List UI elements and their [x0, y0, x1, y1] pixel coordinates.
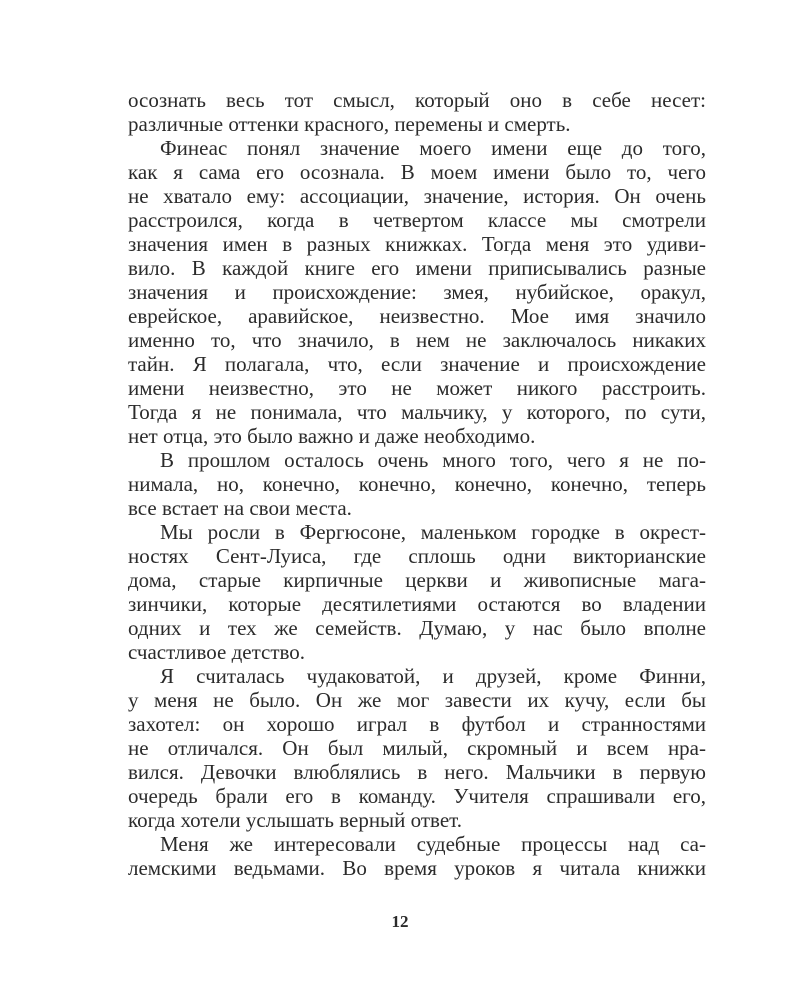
text-line: одних и тех же семейств. Думаю, у нас было вполне: [128, 616, 706, 640]
text-line: имени неизвестно, это не может никого расстроить.: [128, 376, 706, 400]
text-line: нет отца, это было важно и даже необходимо.: [128, 424, 536, 448]
text-line: тайн. Я полагала, что, если значение и происхождение: [128, 352, 706, 376]
text-line: различные оттенки красного, перемены и смерть.: [128, 112, 571, 136]
paragraph: [128, 88, 706, 136]
text-line: все встает на свои места.: [128, 496, 352, 520]
text-line: у меня не было. Он же мог завести их кучу, если бы: [128, 688, 706, 712]
page-number: 12: [391, 912, 409, 931]
text-line: именно то, что значило, в нем не заключалось никаких: [128, 328, 706, 352]
text-line: Тогда я не понимала, что мальчику, у которого, по сути,: [128, 400, 706, 424]
paragraph: [128, 136, 706, 448]
text-line: Я считалась чудаковатой, и друзей, кроме Финни,: [160, 664, 706, 688]
text-line: Финеас понял значение моего имени еще до того,: [160, 136, 706, 160]
text-line: не отличался. Он был милый, скромный и всем нра-: [128, 736, 706, 760]
text-line: значения и происхождение: змея, нубийское, оракул,: [128, 280, 706, 304]
text-line: захотел: он хорошо играл в футбол и странностями: [128, 712, 706, 736]
text-line: не хватало ему: ассоциации, значение, история. Он очень: [128, 184, 706, 208]
text-line: ностях Сент-Луиса, где сплошь одни викторианские: [128, 544, 706, 568]
text-line: нимала, но, конечно, конечно, конечно, конечно, теперь: [128, 472, 706, 496]
page-body-text: [128, 88, 706, 880]
text-line: осознать весь тот смысл, который оно в себе несет:: [128, 88, 706, 112]
text-line: еврейское, аравийское, неизвестно. Мое имя значило: [128, 304, 706, 328]
text-line: лемскими ведьмами. Во время уроков я читала книжки: [128, 856, 706, 880]
text-line: вился. Девочки влюблялись в него. Мальчики в первую: [128, 760, 706, 784]
text-line: очередь брали его в команду. Учителя спрашивали его,: [128, 784, 706, 808]
text-line: расстроился, когда в четвертом классе мы смотрели: [128, 208, 706, 232]
text-line: зинчики, которые десятилетиями остаются во владении: [128, 592, 706, 616]
text-line: значения имен в разных книжках. Тогда меня это удиви-: [128, 232, 706, 256]
paragraph: [128, 664, 706, 832]
text-line: счастливое детство.: [128, 640, 306, 664]
text-line: когда хотели услышать верный ответ.: [128, 808, 463, 832]
paragraph: [128, 520, 706, 664]
text-line: Меня же интересовали судебные процессы над са-: [160, 832, 706, 856]
text-line: дома, старые кирпичные церкви и живописные мага-: [128, 568, 706, 592]
text-line: как я сама его осознала. В моем имени было то, чего: [128, 160, 706, 184]
text-line: В прошлом осталось очень много того, чего я не по-: [160, 448, 706, 472]
paragraph: [128, 832, 706, 880]
text-line: вило. В каждой книге его имени приписывались разные: [128, 256, 706, 280]
text-line: Мы росли в Фергюсоне, маленьком городке в окрест-: [160, 520, 706, 544]
paragraph: [128, 448, 706, 520]
